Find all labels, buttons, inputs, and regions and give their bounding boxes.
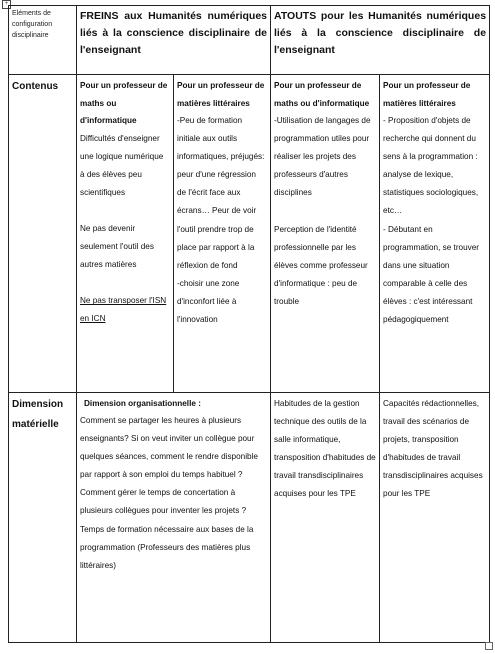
dimension-label: Dimension matérielle <box>12 399 64 430</box>
dimension-row-label <box>9 393 77 643</box>
atouts-maths-heading: Pour un professeur de maths ou d'informatique <box>274 81 370 108</box>
contenus-label: Contenus <box>12 81 59 92</box>
contenus-row <box>9 75 490 393</box>
freins-lettres-cell <box>174 75 271 393</box>
atouts-lettres-text: - Proposition d'objets de recherche qui donnent du sens à la programmation : analyse de lexique, statistiques sociologiques, etc… - Débutant en programmation, se trouver dans une situation comparable à celle des élèves : c'est intéressant pédagogiquement <box>383 116 480 325</box>
dimension-freins-cell <box>77 393 271 643</box>
atouts-lettres-cell <box>380 75 490 393</box>
freins-maths-cell <box>77 75 174 393</box>
freins-maths-heading: Pour un professeur de maths ou d'informatique <box>80 81 168 125</box>
dimension-organisationnelle-title: Dimension organisationnelle : <box>84 399 201 408</box>
configuration-table <box>8 5 490 643</box>
table-resize-handle[interactable] <box>485 642 493 650</box>
header-row <box>9 6 490 75</box>
freins-maths-text: Difficultés d'enseigner une logique numérique à des élèves peu scientifiques Ne pas devenir seulement l'outil des autres matières <box>80 133 164 270</box>
table-anchor-icon[interactable]: + <box>2 0 11 9</box>
freins-lettres-text: -Peu de formation initiale aux outils informatiques, préjugés: peur d'une régression de l'écrit face aux écrans… Peur de voir l'outil prendre trop de place par rapport à la réflexion de fond -choisir une zone d'inconfort liée à l'innovation <box>177 116 265 325</box>
freins-lettres-heading: Pour un professeur de matières littéraires <box>177 81 265 108</box>
contenus-row-label <box>9 75 77 393</box>
dimension-freins-text: Comment se partager les heures à plusieurs enseignants? Si on veut inviter un collègue pour quelques séances, comment le rendre disponible par rapport à son emploi du temps habituel ? Comment gérer le temps de concertation à plusieurs collègues pour inventer les projets ? Temps de formation nécessaire aux bases de la programmation (Professeurs des matières plus littéraires) <box>80 416 258 570</box>
freins-header <box>77 6 271 75</box>
atouts-header <box>271 6 490 75</box>
corner-label: Eléments de configuration disciplinaire <box>12 10 53 39</box>
corner-header-cell <box>9 6 77 75</box>
atouts-maths-text: -Utilisation de langages de programmation utiles pour réaliser les projets des professeurs d'autres disciplines Perception de l'identité professionnelle par les élèves comme professeur d'informatique : peu de trouble <box>274 116 371 306</box>
freins-header-label: FREINS aux Humanités numériques liés à la conscience disciplinaire de l'enseignant <box>80 10 268 56</box>
dimension-atouts-maths-cell <box>271 393 380 643</box>
atouts-header-label: ATOUTS pour les Humanités numériques liés à la conscience disciplinaire de l'enseignant <box>274 10 487 56</box>
atouts-maths-cell <box>271 75 380 393</box>
dimension-row <box>9 393 490 643</box>
dimension-atouts-lettres-text: Capacités rédactionnelles, travail des scénarios de projets, transposition d'habitudes de travail transdisciplinaires acquises pour les TPE <box>383 399 483 499</box>
atouts-lettres-heading: Pour un professeur de matières littéraires <box>383 81 471 108</box>
freins-maths-underlined-text: Ne pas transposer l'ISN en ICN <box>80 296 167 324</box>
dimension-atouts-lettres-cell <box>380 393 490 643</box>
dimension-atouts-maths-text: Habitudes de la gestion technique des outils de la salle informatique, transposition d'habitudes de travail transdisciplinaires acquises pour les TPE <box>274 399 376 499</box>
